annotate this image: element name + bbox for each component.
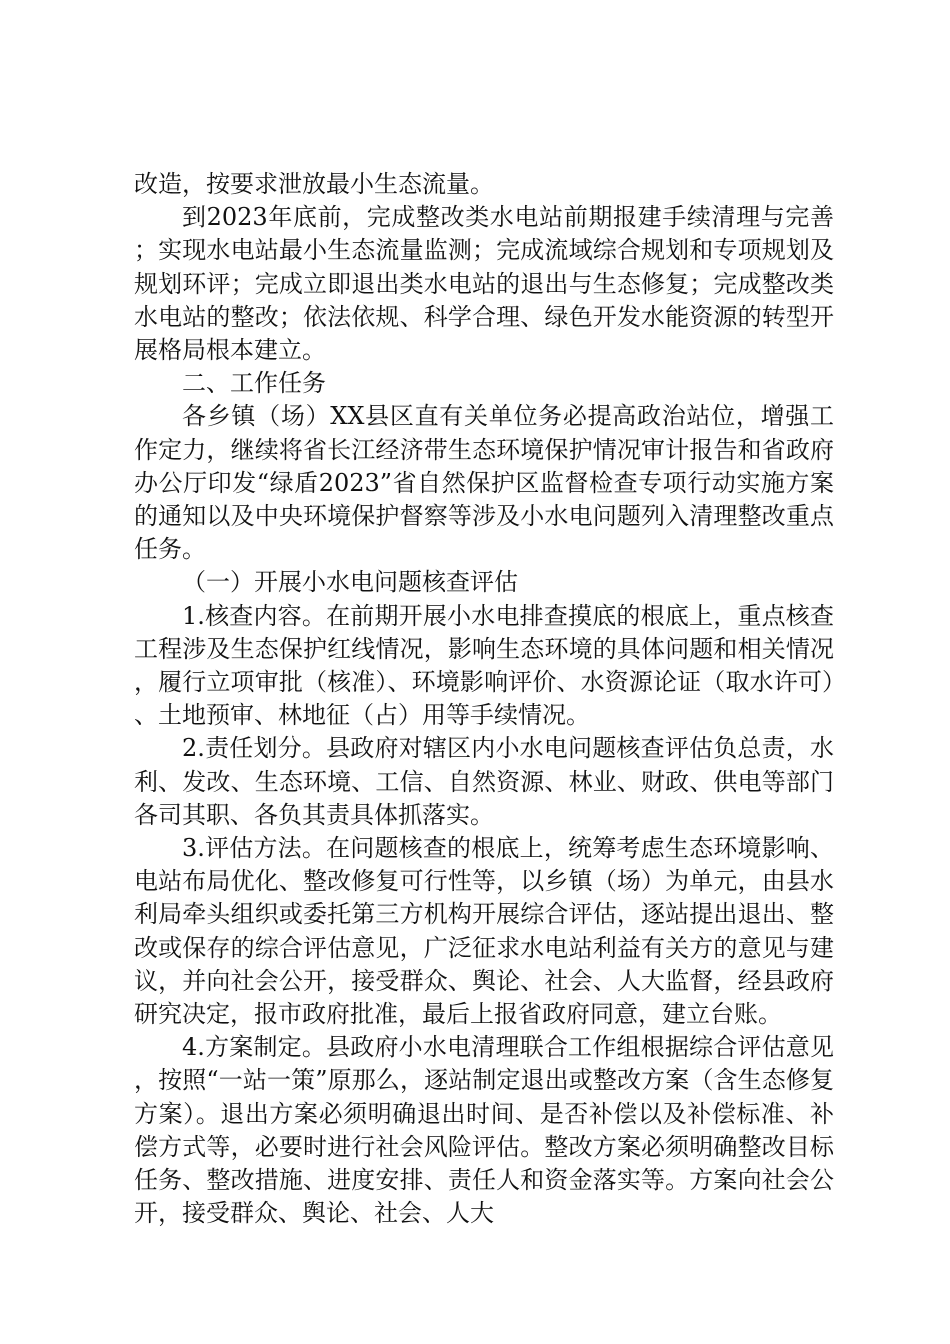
paragraph-work-tasks-intro: 各乡镇（场）XX县区直有关单位务必提高政治站位，增强工作定力，继续将省长江经济带生态环境保护情况审计报告和省政府办公厅印发“绿盾2023”省自然保护区监督检查专项行动实施方案的通知以及中央环境保护督察等涉及小水电问题列入清理整改重点任务。 xyxy=(134,402,834,564)
paragraph-item-4: 4.方案制定。县政府小水电清理联合工作组根据综合评估意见，按照“一站一策”原那么，逐站制定退出或整改方案（含生态修复方案）。退出方案必须明确退出时间、是否补偿以及补偿标准、补偿方式等，必要时进行社会风险评估。整改方案必须明确整改目标任务、整改措施、进度安排、责任人和资金落实等。方案向社会公开，接受群众、舆论、社会、人大 xyxy=(134,1033,834,1228)
paragraph-item-3: 3.评估方法。在问题核查的根底上，统筹考虑生态环境影响、电站布局优化、整改修复可行性等，以乡镇（场）为单元，由县水利局牵头组织或委托第三方机构开展综合评估，逐站提出退出、整改或保存的综合评估意见，广泛征求水电站利益有关方的意见与建议，并向社会公开，接受群众、舆论、社会、人大监督，经县政府研究决定，报市政府批准，最后上报省政府同意，建立台账。 xyxy=(134,834,834,1029)
paragraph-item-2: 2.责任划分。县政府对辖区内小水电问题核查评估负总责，水利、发改、生态环境、工信、自然资源、林业、财政、供电等部门各司其职、各负其责具体抓落实。 xyxy=(134,734,834,829)
subsection-heading-assessment: （一）开展小水电问题核查评估 xyxy=(182,568,518,597)
paragraph-continuation: 改造，按要求泄放最小生态流量。 xyxy=(134,170,494,198)
paragraph-deadline-2023: 到2023年底前，完成整改类水电站前期报建手续清理与完善；实现水电站最小生态流量监测；完成流域综合规划和专项规划及规划环评；完成立即退出类水电站的退出与生态修复；完成整改类水电站的整改；依法依规、科学合理、绿色开发水能资源的转型开展格局根本建立。 xyxy=(134,203,834,365)
section-heading-work-tasks: 二、工作任务 xyxy=(182,369,326,398)
document-body xyxy=(134,168,834,1231)
paragraph-item-1: 1.核查内容。在前期开展小水电排查摸底的根底上，重点核查工程涉及生态保护红线情况，影响生态环境的具体问题和相关情况，履行立项审批（核准）、环境影响评价、水资源论证（取水许可）、土地预审、林地征（占）用等手续情况。 xyxy=(134,601,834,730)
